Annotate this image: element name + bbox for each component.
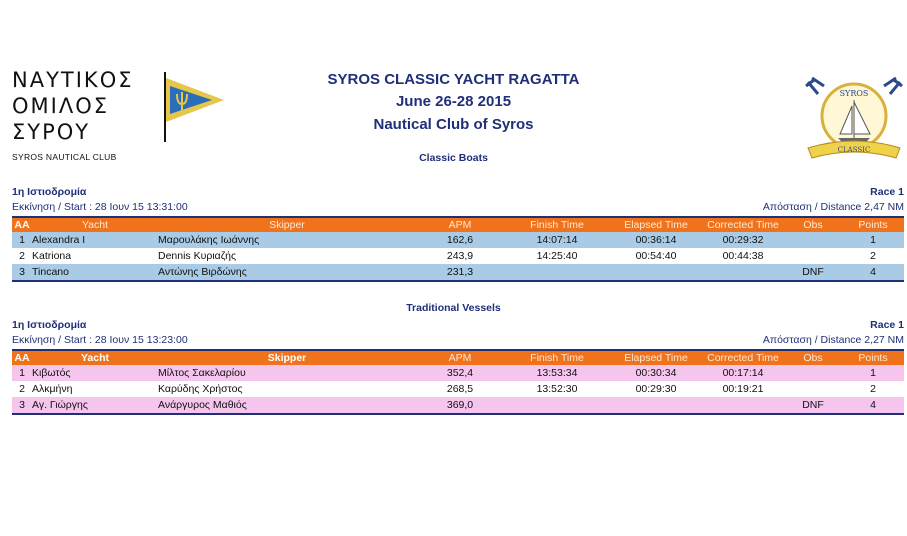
cell-skipper: Καρύδης Χρήστος bbox=[158, 383, 243, 395]
cell-obs bbox=[784, 381, 842, 397]
category-traditional-vessels: Traditional Vessels bbox=[406, 302, 501, 314]
club-name-line-2: ΟΜΙΛΟΣ bbox=[12, 94, 110, 118]
race-number-en: Race 1 bbox=[870, 319, 904, 331]
cell-yacht: Katriona bbox=[32, 250, 72, 262]
classic-boats-results bbox=[12, 186, 904, 282]
cell-yacht: Κιβωτός bbox=[32, 367, 71, 379]
cell-finish: 14:07:14 bbox=[536, 234, 578, 246]
start-time: Εκκίνηση / Start : 28 Ιουν 15 13:23:00 bbox=[12, 334, 188, 346]
cell-apm: 162,6 bbox=[446, 234, 474, 246]
col-aa: AA bbox=[12, 350, 32, 365]
cell-aa: 2 bbox=[19, 383, 25, 395]
cell-apm: 268,5 bbox=[446, 383, 474, 395]
cell-corrected: 00:44:38 bbox=[722, 250, 764, 262]
emblem-ribbon-text: CLASSIC bbox=[837, 146, 871, 154]
cell-apm: 243,9 bbox=[446, 250, 474, 262]
club-name-line-1: ΝΑΥΤΙΚΟΣ bbox=[12, 68, 134, 92]
cell-elapsed: 00:54:40 bbox=[635, 250, 677, 262]
cell-elapsed bbox=[610, 397, 702, 414]
results-table bbox=[12, 216, 904, 282]
cell-skipper: Αντώνης Βιρδώνης bbox=[158, 264, 416, 281]
col-obs: Obs bbox=[784, 350, 842, 365]
race-number-gr: 1η Ιστιοδρομία bbox=[12, 319, 87, 331]
cell-points: 4 bbox=[842, 397, 904, 414]
col-yacht: Yacht bbox=[32, 350, 158, 365]
cell-finish bbox=[504, 397, 610, 414]
col-obs: Obs bbox=[784, 217, 842, 232]
cell-yacht: Tincano bbox=[32, 264, 158, 281]
cell-points: 1 bbox=[870, 367, 876, 379]
col-finish-time: Finish Time bbox=[504, 350, 610, 365]
cell-skipper: Ανάργυρος Μαθιός bbox=[158, 397, 416, 414]
club-name-line-3: ΣΥΡΟΥ bbox=[12, 120, 91, 144]
traditional-vessels-results bbox=[12, 319, 904, 415]
table-row bbox=[12, 264, 904, 281]
cell-corrected: 00:17:14 bbox=[722, 367, 764, 379]
cell-aa: 3 bbox=[12, 264, 32, 281]
cell-apm: 231,3 bbox=[416, 264, 504, 281]
cell-obs bbox=[784, 232, 842, 248]
col-corrected-time: Corrected Time bbox=[702, 350, 784, 365]
cell-points: 2 bbox=[870, 383, 876, 395]
results-table bbox=[12, 349, 904, 415]
col-aa: AA bbox=[12, 217, 32, 232]
col-elapsed-time: Elapsed Time bbox=[610, 217, 702, 232]
col-apm: APM bbox=[416, 350, 504, 365]
cell-elapsed: 00:36:14 bbox=[635, 234, 677, 246]
race-distance: Απόσταση / Distance 2,47 NM bbox=[762, 201, 904, 213]
cell-finish: 14:25:40 bbox=[536, 250, 578, 262]
cell-yacht: Αγ. Γιώργης bbox=[32, 397, 158, 414]
cell-points: 4 bbox=[842, 264, 904, 281]
cell-finish: 13:53:34 bbox=[536, 367, 578, 379]
col-skipper: Skipper bbox=[158, 350, 416, 365]
cell-obs bbox=[784, 248, 842, 264]
table-row bbox=[12, 381, 904, 397]
col-finish-time: Finish Time bbox=[504, 217, 610, 232]
col-apm: APM bbox=[416, 217, 504, 232]
cell-elapsed: 00:30:34 bbox=[635, 367, 677, 379]
event-dates: June 26-28 2015 bbox=[395, 93, 512, 110]
start-time: Εκκίνηση / Start : 28 Ιουν 15 13:31:00 bbox=[12, 201, 188, 213]
cell-obs bbox=[784, 365, 842, 381]
cell-obs: DNF bbox=[784, 264, 842, 281]
cell-corrected: 00:29:32 bbox=[722, 234, 764, 246]
col-skipper: Skipper bbox=[158, 217, 416, 232]
cell-yacht: Αλκμήνη bbox=[32, 383, 73, 395]
cell-finish bbox=[504, 264, 610, 281]
col-yacht: Yacht bbox=[32, 217, 158, 232]
cell-aa: 3 bbox=[12, 397, 32, 414]
table-row bbox=[12, 397, 904, 414]
category-classic-boats: Classic Boats bbox=[419, 152, 488, 164]
race-number-gr: 1η Ιστιοδρομία bbox=[12, 186, 87, 198]
cell-aa: 2 bbox=[19, 250, 25, 262]
cell-finish: 13:52:30 bbox=[536, 383, 578, 395]
cell-points: 2 bbox=[870, 250, 876, 262]
cell-apm: 369,0 bbox=[416, 397, 504, 414]
cell-aa: 1 bbox=[19, 367, 25, 379]
race-number-en: Race 1 bbox=[870, 186, 904, 198]
cell-elapsed bbox=[610, 264, 702, 281]
emblem-top-text: SYROS bbox=[839, 89, 869, 98]
cell-corrected bbox=[702, 264, 784, 281]
table-row bbox=[12, 232, 904, 248]
cell-skipper: Μίλτος Σακελαρίου bbox=[158, 367, 246, 379]
cell-yacht: Alexandra I bbox=[32, 234, 86, 246]
table-row bbox=[12, 365, 904, 381]
col-elapsed-time: Elapsed Time bbox=[610, 350, 702, 365]
event-title: SYROS CLASSIC YACHT RAGATTA bbox=[327, 71, 580, 88]
cell-apm: 352,4 bbox=[446, 367, 474, 379]
cell-skipper: Μαρουλάκης Ιωάννης bbox=[158, 234, 260, 246]
col-corrected-time: Corrected Time bbox=[702, 217, 784, 232]
col-points: Points bbox=[842, 217, 904, 232]
table-header-row bbox=[12, 350, 904, 365]
cell-obs: DNF bbox=[784, 397, 842, 414]
cell-aa: 1 bbox=[19, 234, 25, 246]
cell-corrected: 00:19:21 bbox=[722, 383, 764, 395]
club-subtitle: SYROS NAUTICAL CLUB bbox=[12, 152, 117, 162]
table-row bbox=[12, 248, 904, 264]
col-points: Points bbox=[842, 350, 904, 365]
table-header-row bbox=[12, 217, 904, 232]
cell-elapsed: 00:29:30 bbox=[635, 383, 677, 395]
cell-points: 1 bbox=[870, 234, 876, 246]
race-distance: Απόσταση / Distance 2,27 NM bbox=[762, 334, 904, 346]
event-organizer: Nautical Club of Syros bbox=[373, 116, 534, 133]
cell-skipper: Dennis Κυριαζής bbox=[158, 250, 237, 262]
cell-corrected bbox=[702, 397, 784, 414]
